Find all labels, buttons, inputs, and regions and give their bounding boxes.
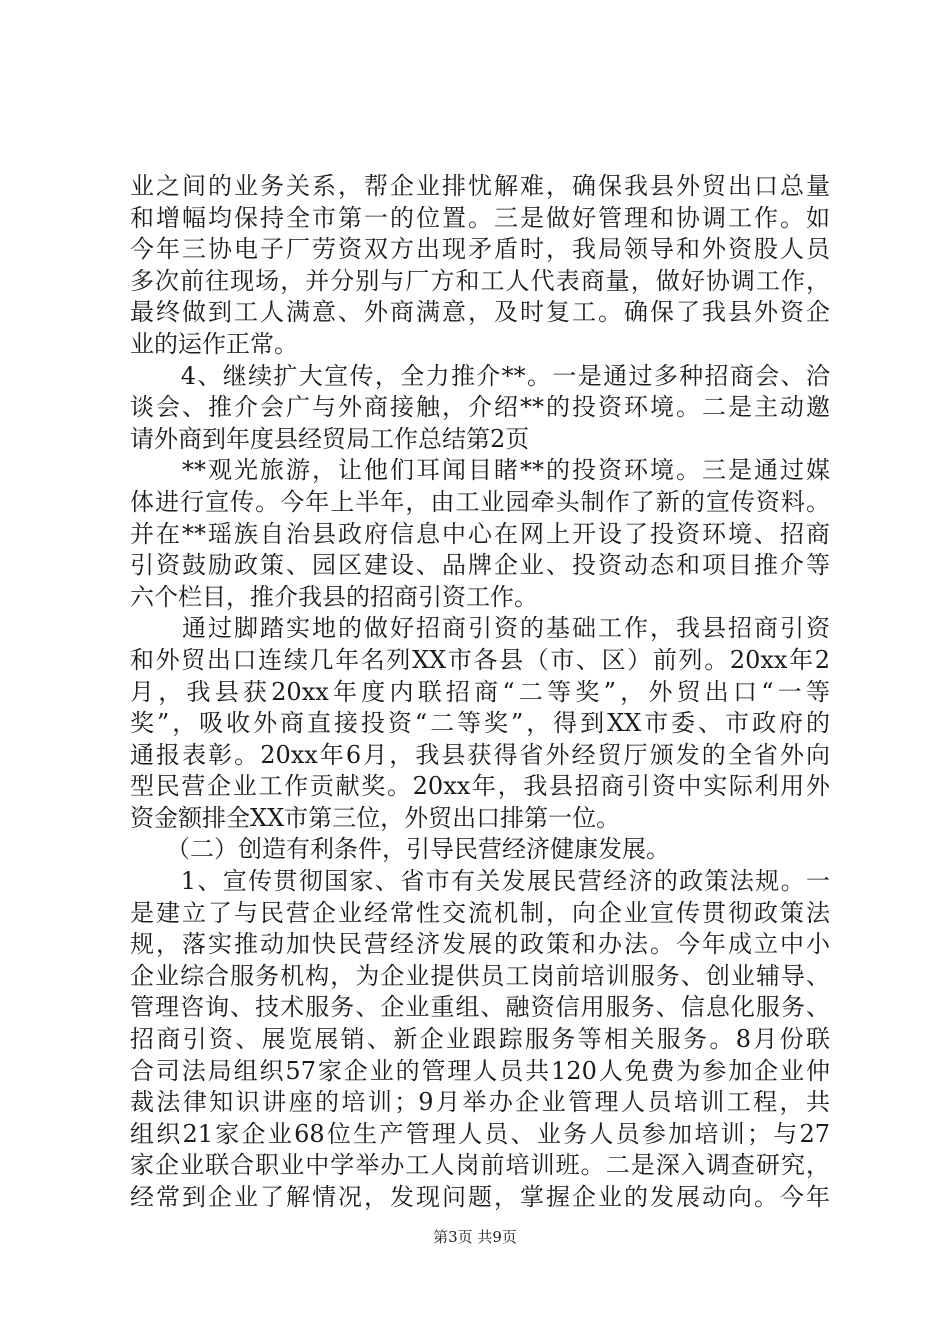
text-line: 今年三协电子厂劳资双方出现矛盾时，我局领导和外资股人员	[130, 235, 830, 264]
text-line: 经常到企业了解情况，发现问题，掌握企业的发展动向。今年	[130, 1183, 830, 1211]
text-line: 4、继续扩大宣传，全力推介**。一是通过多种招商会、洽	[130, 361, 830, 390]
body-text	[130, 171, 830, 1214]
text-line: 管理咨询、技术服务、企业重组、融资信用服务、信息化服务、	[130, 993, 830, 1022]
text-line: 招商引资、展览展销、新企业跟踪服务等相关服务。8月份联	[130, 1025, 830, 1054]
text-line: 资金额排全XX市第三位，外贸出口排第一位。	[130, 803, 621, 832]
text-line: 并在**瑶族自治县政府信息中心在网上开设了投资环境、招商	[130, 519, 830, 548]
text-line: 型民营企业工作贡献奖。20xx年，我县招商引资中实际利用外	[130, 772, 830, 801]
text-line: **观光旅游，让他们耳闻目睹**的投资环境。三是通过媒	[130, 456, 830, 485]
text-line: 和增幅均保持全市第一的位置。三是做好管理和协调工作。如	[130, 203, 830, 232]
text-line: 和外贸出口连续几年名列XX市各县（市、区）前列。20xx年2	[130, 645, 830, 674]
text-line: 业的运作正常。	[130, 329, 298, 358]
text-line: 六个栏目，推介我县的招商引资工作。	[130, 582, 538, 611]
text-line: 最终做到工人满意、外商满意，及时复工。确保了我县外资企	[130, 298, 830, 327]
text-line: 体进行宣传。今年上半年，由工业园牵头制作了新的宣传资料。	[130, 487, 830, 516]
text-line: 1、宣传贯彻国家、省市有关发展民营经济的政策法规。一	[130, 867, 830, 896]
text-line: 是建立了与民营企业经常性交流机制，向企业宣传贯彻政策法	[130, 898, 830, 927]
text-line: 通过脚踏实地的做好招商引资的基础工作，我县招商引资	[130, 614, 830, 643]
text-line: 规，落实推动加快民营经济发展的政策和办法。今年成立中小	[130, 930, 830, 959]
text-line: 家企业联合职业中学举办工人岗前培训班。二是深入调查研究，	[130, 1151, 830, 1180]
text-line: 通报表彰。20xx年6月，我县获得省外经贸厅颁发的全省外向	[130, 740, 830, 769]
page-footer: 第3页 共9页	[433, 1228, 517, 1246]
text-line: 多次前往现场，并分别与厂方和工人代表商量，做好协调工作，	[130, 266, 830, 295]
text-line: 请外商到年度县经贸局工作总结第2页	[130, 424, 530, 453]
text-line: 引资鼓励政策、园区建设、品牌企业、投资动态和项目推介等	[130, 551, 830, 580]
text-line: 谈会、推介会广与外商接触，介绍**的投资环境。二是主动邀	[130, 393, 830, 422]
text-line: 组织21家企业68位生产管理人员、业务人员参加培训；与27	[130, 1119, 830, 1148]
text-line: （二）创造有利条件，引导民营经济健康发展。	[130, 835, 670, 864]
text-line: 月，我县获20xx年度内联招商“二等奖”，外贸出口“一等	[130, 677, 830, 706]
text-line: 裁法律知识讲座的培训；9月举办企业管理人员培训工程，共	[130, 1088, 830, 1117]
text-line: 业之间的业务关系，帮企业排忧解难，确保我县外贸出口总量	[130, 172, 830, 200]
text-line: 奖”，吸收外商直接投资“二等奖”，得到XX市委、市政府的	[130, 709, 830, 738]
text-line: 合司法局组织57家企业的管理人员共120人免费为参加企业仲	[130, 1056, 830, 1085]
text-line: 企业综合服务机构，为企业提供员工岗前培训服务、创业辅导、	[130, 961, 830, 990]
